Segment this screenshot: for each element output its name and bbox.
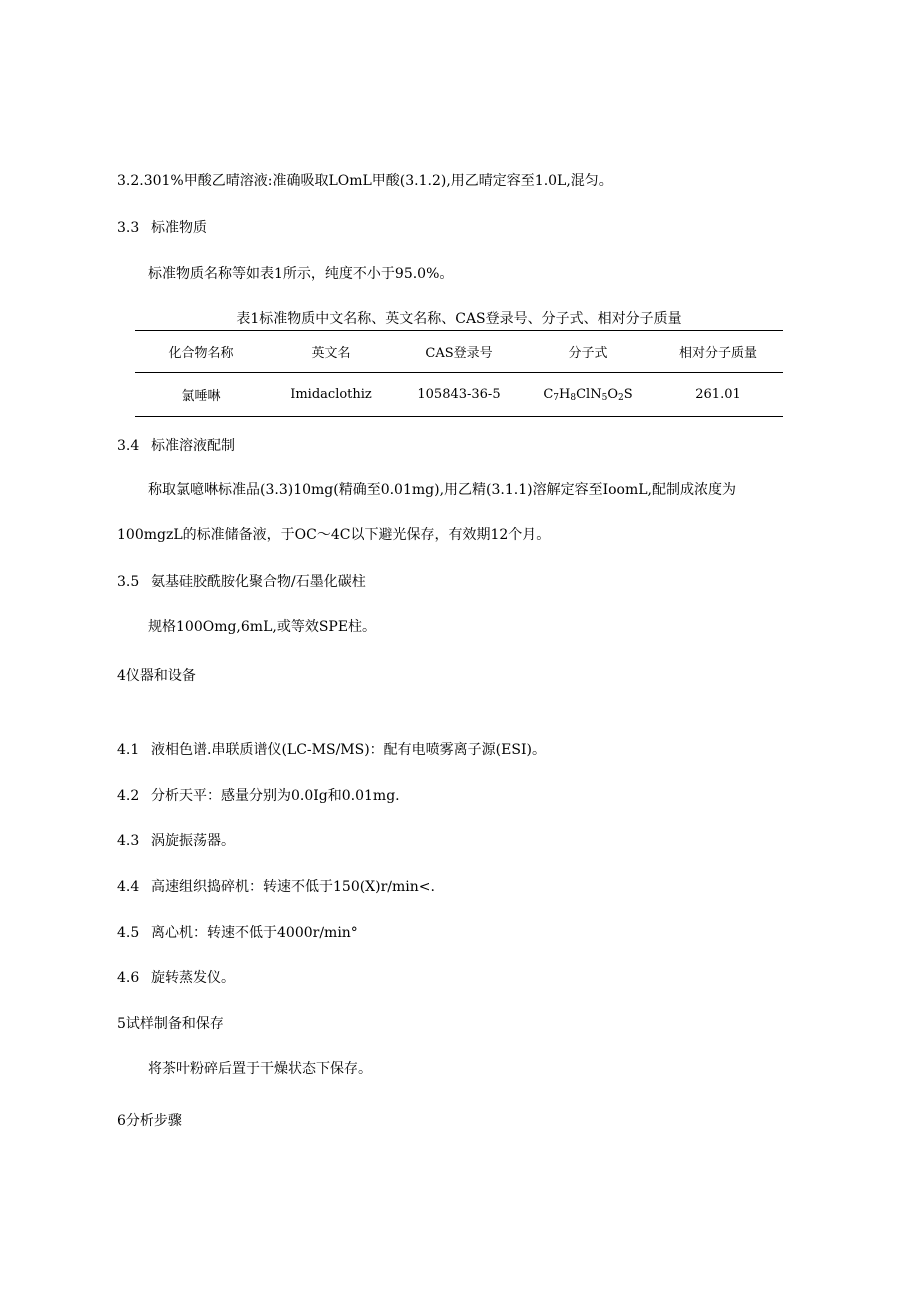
clause-text: 高速组织捣碎机：转速不低于150(X)r∕min<. <box>151 879 435 895</box>
clause-number: 4.3 <box>117 833 140 849</box>
header-cell: 化合物名称 <box>135 331 267 373</box>
clause-4-6 <box>117 968 235 988</box>
cell-cas: 105843-36-5 <box>395 373 523 417</box>
section-3-4-heading <box>117 436 235 456</box>
section-4-title: 4仪器和设备 <box>117 668 196 684</box>
clause-3-2-3: 3.2.301%甲酸乙晴溶液:准确吸取LOmL甲酸(3.1.2),用乙晴定容至1.0L,混匀。 <box>117 173 613 189</box>
clause-text: 液相色谱.串联质谱仪(LC-MS/MS)：配有电喷雾离子源(ESI)。 <box>151 742 546 758</box>
clause-number: 4.1 <box>117 742 140 758</box>
section-5-title: 5试样制备和保存 <box>117 1016 224 1032</box>
clause-text: 离心机：转速不低于4000r∕min° <box>151 925 358 941</box>
table-row <box>135 373 783 417</box>
section-number: 3.4 <box>117 438 140 454</box>
header-cell: CAS登录号 <box>395 331 523 373</box>
paragraph-3-4-line2: 100mgzL的标准储备液，于OC〜4C以下避光保存，有效期12个月。 <box>117 527 551 543</box>
cell-name-cn: 氯唾啉 <box>135 373 267 417</box>
section-title: 氨基硅胶酰胺化聚合物/石墨化碳柱 <box>151 574 366 590</box>
standard-substance-table <box>135 330 783 417</box>
header-cell: 英文名 <box>267 331 395 373</box>
paragraph-3-3: 标准物质名称等如表1所示，纯度不小于95.0%。 <box>148 266 454 282</box>
section-number: 3.3 <box>117 220 140 236</box>
table-header-row <box>135 331 783 373</box>
clause-number: 4.5 <box>117 925 140 941</box>
clause-number: 4.6 <box>117 970 140 986</box>
clause-number: 4.2 <box>117 788 140 804</box>
clause-text: 涡旋振荡器。 <box>151 833 235 849</box>
section-3-5-heading <box>117 572 366 592</box>
header-cell: 相对分子质量 <box>653 331 783 373</box>
paragraph-3-5: 规格100Omg,6mL,或等效SPE柱。 <box>148 619 377 635</box>
header-cell: 分子式 <box>523 331 653 373</box>
table-caption: 表1标准物质中文名称、英文名称、CAS登录号、分子式、相对分子质量 <box>236 311 682 327</box>
clause-4-3 <box>117 831 235 851</box>
clause-4-5 <box>117 923 358 943</box>
section-3-3-heading <box>117 218 207 238</box>
clause-4-2 <box>117 786 400 806</box>
cell-formula: $C_7H_8ClN_5O_2S$ <box>523 373 653 417</box>
clause-4-1 <box>117 740 546 760</box>
section-6-title: 6分析步骤 <box>117 1113 182 1129</box>
section-title: 标准溶液配制 <box>151 438 235 454</box>
clause-number: 4.4 <box>117 879 140 895</box>
section-title: 标准物质 <box>151 220 207 236</box>
cell-mass: 261.01 <box>653 373 783 417</box>
clause-text: 分析天平：感量分别为0.0Ig和0.01mg. <box>151 788 400 804</box>
section-number: 3.5 <box>117 574 140 590</box>
clause-text: 旋转蒸发仪。 <box>151 970 235 986</box>
cell-name-en: Imidaclothiz <box>267 373 395 417</box>
paragraph-5: 将茶叶粉碎后置于干燥状态下保存。 <box>148 1061 372 1077</box>
clause-4-4 <box>117 877 435 897</box>
paragraph-3-4-line1: 称取氯噫啉标准品(3.3)10mg(精确至0.01mg),用乙精(3.1.1)溶解定容至IoomL,配制成浓度为 <box>148 482 736 498</box>
